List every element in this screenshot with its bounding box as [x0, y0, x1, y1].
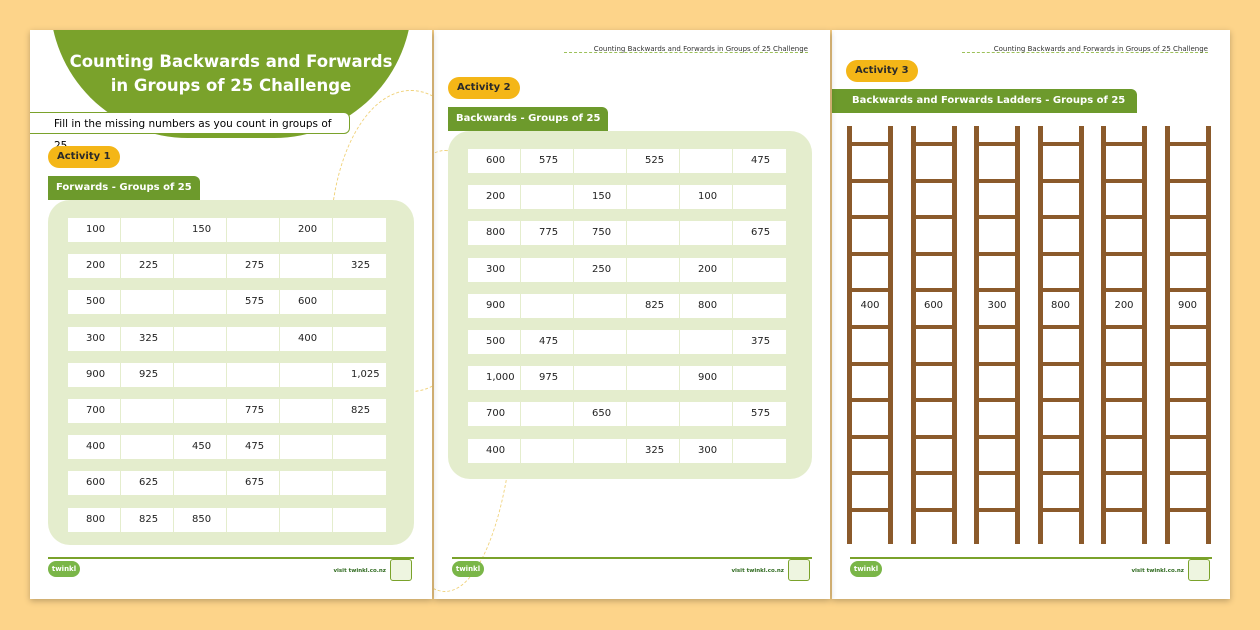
number-cell: 300	[68, 327, 121, 351]
ladder-rung	[974, 435, 1020, 439]
ladder-rung	[974, 362, 1020, 366]
number-cell: 150	[574, 185, 627, 209]
ladder-rung	[1101, 288, 1147, 292]
blank-answer-cell[interactable]	[333, 290, 386, 314]
number-cell: 100	[680, 185, 733, 209]
table-row	[68, 254, 392, 278]
blank-answer-cell[interactable]	[227, 327, 280, 351]
ladder-rung	[1101, 398, 1147, 402]
title-line-1: Counting Backwards and Forwards	[69, 52, 393, 71]
number-cell: 800	[680, 294, 733, 318]
number-cell: 150	[174, 218, 227, 242]
ladder	[1038, 126, 1084, 544]
number-grid	[68, 218, 392, 544]
table-row	[68, 327, 392, 351]
number-cell: 375	[733, 330, 786, 354]
ladder-rung	[1165, 362, 1211, 366]
ladder-rung	[1038, 398, 1084, 402]
blank-answer-cell[interactable]	[174, 363, 227, 387]
ladder-rung	[1101, 325, 1147, 329]
ladder-rung	[847, 508, 893, 512]
number-cell: 575	[521, 149, 574, 173]
ladder-rung	[974, 471, 1020, 475]
page-header-text: Counting Backwards and Forwards in Groups of 25 Challenge	[593, 45, 808, 53]
ladder-rail	[1079, 126, 1084, 544]
ladder-rail	[911, 126, 916, 544]
footer-url: visit twinkl.co.nz	[1131, 568, 1184, 574]
ladder-rung	[1038, 288, 1084, 292]
ladder-rung	[847, 252, 893, 256]
number-cell: 325	[333, 254, 386, 278]
ladder-rung	[847, 362, 893, 366]
blank-answer-cell[interactable]	[227, 218, 280, 242]
blank-answer-cell[interactable]	[227, 508, 280, 532]
ladder-rung	[847, 288, 893, 292]
blank-answer-cell[interactable]	[733, 185, 786, 209]
ladder-rung	[911, 508, 957, 512]
blank-answer-cell[interactable]	[574, 149, 627, 173]
twinkl-logo: twinkl	[850, 561, 882, 577]
table-row	[468, 366, 792, 390]
section-title-tab: Backwards and Forwards Ladders - Groups of 25	[832, 89, 1137, 113]
footer-divider	[850, 557, 1212, 559]
ladder-rung	[1165, 142, 1211, 146]
blank-answer-cell[interactable]	[174, 254, 227, 278]
ladder-rail	[1101, 126, 1106, 544]
ladder-rung	[1038, 215, 1084, 219]
number-cell: 975	[521, 366, 574, 390]
number-cell: 1,000	[468, 366, 521, 390]
number-cell: 325	[627, 439, 680, 463]
ladder-start-number: 600	[923, 300, 944, 312]
ladder	[847, 126, 893, 544]
ladder-rung	[1165, 288, 1211, 292]
footer-divider	[452, 557, 812, 559]
ladder-rung	[1165, 435, 1211, 439]
ladder	[911, 126, 957, 544]
blank-answer-cell[interactable]	[280, 399, 333, 423]
table-row	[468, 402, 792, 426]
blank-answer-cell[interactable]	[280, 471, 333, 495]
ladder-rail	[1038, 126, 1043, 544]
ladder-rung	[911, 398, 957, 402]
ladder-rung	[1038, 508, 1084, 512]
ladder-rung	[1038, 142, 1084, 146]
blank-answer-cell[interactable]	[333, 327, 386, 351]
ladder-rung	[1038, 179, 1084, 183]
number-cell: 475	[227, 435, 280, 459]
number-cell: 800	[468, 221, 521, 245]
ladder-rung	[847, 435, 893, 439]
blank-answer-cell[interactable]	[521, 294, 574, 318]
blank-answer-cell[interactable]	[174, 399, 227, 423]
activity-badge: Activity 3	[846, 60, 918, 82]
blank-answer-cell[interactable]	[574, 439, 627, 463]
ladder-rung	[1165, 179, 1211, 183]
blank-answer-cell[interactable]	[574, 330, 627, 354]
number-cell: 200	[280, 218, 333, 242]
blank-answer-cell[interactable]	[680, 221, 733, 245]
blank-answer-cell[interactable]	[574, 294, 627, 318]
ladder-rung	[911, 471, 957, 475]
instructions-text: Fill in the missing numbers as you count in groups of	[30, 112, 350, 134]
blank-answer-cell[interactable]	[627, 402, 680, 426]
ladder-rung	[1101, 508, 1147, 512]
blank-answer-cell[interactable]	[627, 221, 680, 245]
section-title-tab: Forwards - Groups of 25	[48, 176, 200, 200]
number-cell: 900	[680, 366, 733, 390]
blank-answer-cell[interactable]	[733, 294, 786, 318]
number-cell: 775	[521, 221, 574, 245]
page-header-text: Counting Backwards and Forwards in Groups of 25 Challenge	[993, 45, 1208, 53]
worksheet-page-3	[832, 30, 1230, 599]
table-row	[468, 439, 792, 463]
ladder-rung	[1101, 362, 1147, 366]
blank-answer-cell[interactable]	[333, 435, 386, 459]
number-cell: 1,025	[333, 363, 386, 387]
ladder-rung	[1165, 215, 1211, 219]
ladder-start-number: 300	[987, 300, 1007, 312]
blank-answer-cell[interactable]	[680, 402, 733, 426]
number-cell: 575	[227, 290, 280, 314]
twinkl-logo: twinkl	[452, 561, 484, 577]
ladder-rail	[888, 126, 893, 544]
activity-badge: Activity 2	[448, 77, 520, 99]
blank-answer-cell[interactable]	[574, 366, 627, 390]
number-cell: 700	[68, 399, 121, 423]
table-row	[468, 294, 792, 318]
ladder-rail	[974, 126, 979, 544]
ladder-rung	[974, 325, 1020, 329]
ladder	[974, 126, 1020, 544]
number-cell: 750	[574, 221, 627, 245]
number-cell: 100	[68, 218, 121, 242]
ladder-rung	[847, 179, 893, 183]
number-cell: 400	[468, 439, 521, 463]
ladder-rung	[1038, 435, 1084, 439]
ladder-rung	[847, 142, 893, 146]
title-line-2: in Groups of 25 Challenge	[110, 76, 352, 95]
number-cell: 825	[333, 399, 386, 423]
number-cell: 200	[68, 254, 121, 278]
blank-answer-cell[interactable]	[627, 330, 680, 354]
blank-answer-cell[interactable]	[627, 366, 680, 390]
ladder-rung	[974, 398, 1020, 402]
number-cell: 225	[121, 254, 174, 278]
blank-answer-cell[interactable]	[521, 402, 574, 426]
blank-answer-cell[interactable]	[121, 435, 174, 459]
number-cell: 625	[121, 471, 174, 495]
table-row	[68, 508, 392, 532]
ladder	[1165, 126, 1211, 544]
ladder-rung	[1101, 252, 1147, 256]
quality-seal-icon	[788, 559, 810, 581]
ladder-rung	[974, 142, 1020, 146]
number-cell: 850	[174, 508, 227, 532]
number-cell: 400	[280, 327, 333, 351]
blank-answer-cell[interactable]	[280, 363, 333, 387]
blank-answer-cell[interactable]	[121, 399, 174, 423]
number-cell: 275	[227, 254, 280, 278]
number-cell: 925	[121, 363, 174, 387]
ladder-rung	[974, 179, 1020, 183]
ladder-rung	[1165, 252, 1211, 256]
number-cell: 200	[680, 258, 733, 282]
ladder-rung	[847, 398, 893, 402]
ladder-rung	[1101, 215, 1147, 219]
footer-url: visit twinkl.co.nz	[333, 568, 386, 574]
number-cell: 475	[521, 330, 574, 354]
blank-answer-cell[interactable]	[174, 471, 227, 495]
ladder-rung	[1101, 142, 1147, 146]
number-cell: 400	[68, 435, 121, 459]
number-cell: 600	[68, 471, 121, 495]
page-title	[60, 50, 402, 98]
twinkl-logo: twinkl	[48, 561, 80, 577]
ladder-rail	[1206, 126, 1211, 544]
ladder-rail	[847, 126, 852, 544]
activity-badge: Activity 1	[48, 146, 120, 168]
ladder-rung	[911, 179, 957, 183]
blank-answer-cell[interactable]	[280, 508, 333, 532]
ladder-rail	[1015, 126, 1020, 544]
worksheet-page-1	[30, 30, 432, 599]
ladder-rung	[911, 435, 957, 439]
blank-answer-cell[interactable]	[174, 290, 227, 314]
number-cell: 800	[68, 508, 121, 532]
number-cell: 450	[174, 435, 227, 459]
ladder-rung	[911, 325, 957, 329]
quality-seal-icon	[390, 559, 412, 581]
number-cell: 825	[121, 508, 174, 532]
number-grid-panel	[448, 131, 812, 479]
worksheet-page-2	[434, 30, 830, 599]
ladder-rung	[1038, 252, 1084, 256]
number-cell: 475	[733, 149, 786, 173]
blank-answer-cell[interactable]	[280, 254, 333, 278]
table-row	[68, 399, 392, 423]
number-cell: 525	[627, 149, 680, 173]
number-cell: 775	[227, 399, 280, 423]
number-grid-panel	[48, 200, 414, 545]
ladder-start-number: 900	[1177, 300, 1198, 312]
ladder-rung	[1165, 398, 1211, 402]
number-cell: 300	[468, 258, 521, 282]
ladder-rung	[911, 288, 957, 292]
blank-answer-cell[interactable]	[333, 471, 386, 495]
ladder	[1101, 126, 1147, 544]
number-cell: 700	[468, 402, 521, 426]
blank-answer-cell[interactable]	[733, 439, 786, 463]
number-cell: 500	[468, 330, 521, 354]
blank-answer-cell[interactable]	[521, 258, 574, 282]
table-row	[468, 330, 792, 354]
table-row	[468, 185, 792, 209]
ladder-rung	[1038, 471, 1084, 475]
ladder-rung	[847, 215, 893, 219]
blank-answer-cell[interactable]	[280, 435, 333, 459]
ladder-start-number: 400	[860, 300, 880, 312]
ladder-rung	[911, 252, 957, 256]
ladder-rail	[1165, 126, 1170, 544]
number-grid	[468, 149, 792, 475]
blank-answer-cell[interactable]	[174, 327, 227, 351]
number-cell: 575	[733, 402, 786, 426]
table-row	[68, 290, 392, 314]
ladder-rung	[911, 362, 957, 366]
ladder-rung	[974, 215, 1020, 219]
blank-answer-cell[interactable]	[333, 508, 386, 532]
quality-seal-icon	[1188, 559, 1210, 581]
number-cell: 300	[680, 439, 733, 463]
table-row	[468, 258, 792, 282]
table-row	[468, 149, 792, 173]
ladder-rung	[911, 142, 957, 146]
ladder-rung	[974, 508, 1020, 512]
blank-answer-cell[interactable]	[627, 258, 680, 282]
ladder-rung	[974, 252, 1020, 256]
blank-answer-cell[interactable]	[121, 290, 174, 314]
blank-answer-cell[interactable]	[521, 185, 574, 209]
ladder-rung	[847, 325, 893, 329]
blank-answer-cell[interactable]	[521, 439, 574, 463]
ladder-rung	[847, 471, 893, 475]
number-cell: 500	[68, 290, 121, 314]
number-cell: 650	[574, 402, 627, 426]
ladder-rung	[1038, 362, 1084, 366]
section-title-tab: Backwards - Groups of 25	[448, 107, 608, 131]
table-row	[68, 471, 392, 495]
blank-answer-cell[interactable]	[627, 185, 680, 209]
table-row	[68, 363, 392, 387]
blank-answer-cell[interactable]	[680, 330, 733, 354]
ladder-rung	[1165, 508, 1211, 512]
table-row	[68, 435, 392, 459]
number-cell: 675	[227, 471, 280, 495]
ladder-rung	[1101, 179, 1147, 183]
blank-answer-cell[interactable]	[121, 218, 174, 242]
blank-answer-cell[interactable]	[333, 218, 386, 242]
number-cell: 600	[468, 149, 521, 173]
ladder-rung	[911, 215, 957, 219]
ladder-rung	[1165, 325, 1211, 329]
number-cell: 825	[627, 294, 680, 318]
ladder-rail	[952, 126, 957, 544]
blank-answer-cell[interactable]	[733, 366, 786, 390]
ladder-rung	[1101, 471, 1147, 475]
ladder-start-number: 800	[1050, 300, 1071, 312]
ladder-rung	[974, 288, 1020, 292]
ladder-rung	[1038, 325, 1084, 329]
ladder-start-number: 200	[1114, 300, 1134, 312]
ladder-rail	[1142, 126, 1147, 544]
footer-url: visit twinkl.co.nz	[731, 568, 784, 574]
footer-divider	[48, 557, 414, 559]
number-cell: 200	[468, 185, 521, 209]
number-cell: 250	[574, 258, 627, 282]
blank-answer-cell[interactable]	[227, 363, 280, 387]
number-cell: 325	[121, 327, 174, 351]
table-row	[468, 221, 792, 245]
blank-answer-cell[interactable]	[680, 149, 733, 173]
number-cell: 900	[68, 363, 121, 387]
number-cell: 600	[280, 290, 333, 314]
number-cell: 900	[468, 294, 521, 318]
ladder-rung	[1101, 435, 1147, 439]
ladder-rung	[1165, 471, 1211, 475]
table-row	[68, 218, 392, 242]
number-cell: 675	[733, 221, 786, 245]
blank-answer-cell[interactable]	[733, 258, 786, 282]
